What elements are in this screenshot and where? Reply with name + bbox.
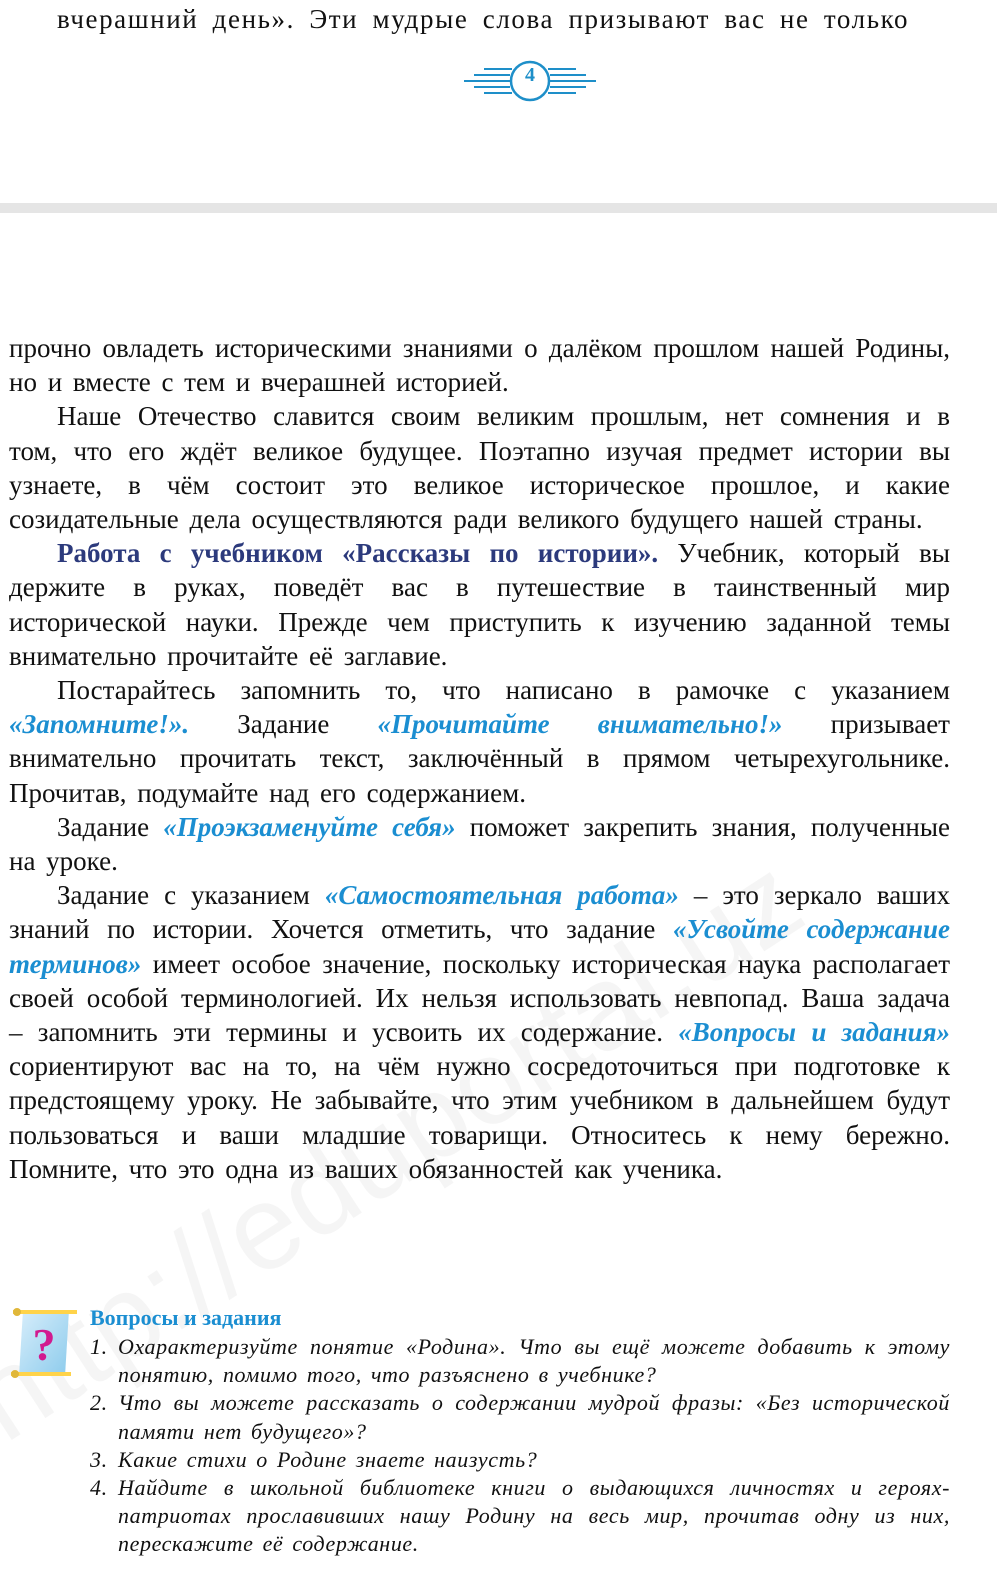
textbook-heading: Работа с учебником «Рассказы по истории». — [57, 538, 659, 569]
page-divider — [0, 203, 997, 213]
highlight-terms: «Усвойте содержание терминов» — [9, 914, 950, 979]
highlight-read-carefully: «Прочитайте внимательно!» — [377, 709, 783, 740]
paragraph-1: прочно овладеть историческими знаниями о далёком прошлом нашей Родины, но и вместе с тем и вчерашней историей. — [9, 333, 950, 398]
paragraph-4: Постарайтесь запомнить то, что написано в рамочке с указанием «Запомните!». Задание «Прочитайте внимательно!» призывает внимательно прочитать текст, заключённый в прямом четырехугольнике. Прочитав, подумайте над его содержанием. — [9, 675, 950, 808]
question-mark-icon — [11, 1304, 77, 1382]
highlight-self-exam: «Проэкзаменуйте себя» — [163, 811, 456, 842]
paragraph-3: Работа с учебником «Рассказы по истории». Учебник, который вы держите в руках, поведёт вас в путешествие в таинственный мир исторической науки. Прежде чем приступить к изучению заданной темы внимательно прочитайте её заглавие. — [9, 538, 951, 671]
page-number: 4 — [525, 64, 535, 86]
questions-title: Вопросы и задания — [90, 1305, 282, 1330]
paragraph-5: Задание «Проэкзаменуйте себя» поможет закрепить знания, полученные на уроке. — [9, 811, 951, 877]
highlight-independent-work: «Самостоятельная работа» — [324, 880, 679, 911]
svg-text:?: ? — [32, 1319, 56, 1370]
paragraph-6: Задание с указанием «Самостоятельная работа» – это зеркало ваших знаний по истории. Хочется отметить, что задание «Усвойте содержание терминов» имеет особое значение, поскольку историческая наука располагает своей особой терминологией. Их нельзя использовать невпопад. Ваша задача – запомнить эти термины и усвоить их содержание. «Вопросы и задания» сориентируют вас на то, на чём нужно сосредоточиться при подготовке к предстоящему уроку. Не забывайте, что этим учебником в дальнейшем будут пользоваться и ваши младшие товарищи. Относитесь к нему бережно. Помните, что это одна из ваших обязанностей как ученика. — [9, 880, 950, 1184]
paragraph-2: Наше Отечество славится своим великим прошлым, нет сомнения и в том, что его ждёт великое будущее. Поэтапно изучая предмет истории вы узнаете, в чём состоит это великое историческое прошлое, и какие созидательные дела осуществляются ради великого будущего нашей страны. — [9, 401, 950, 535]
main-text — [9, 331, 950, 1186]
question-item: 4. Найдите в школьной библиотеке книги о выдающихся личностях и героях-патриотах прославивших нашу Родину на весь мир, прочитав одну из них, перескажите её содержание. — [90, 1475, 950, 1557]
question-item: 3. Какие стихи о Родине знаете наизусть? — [90, 1446, 538, 1472]
highlight-remember: «Запомните!». — [9, 709, 190, 740]
question-item: 1. Охарактеризуйте понятие «Родина». Что вы ещё можете добавить к этому понятию, помимо того, что разъяснено в учебнике? — [90, 1334, 950, 1388]
previous-page-fragment: вчерашний день». Эти мудрые слова призывают вас не только — [57, 4, 910, 34]
question-item: 2. Что вы можете рассказать о содержании мудрой фразы: «Без исторической памяти нет будущего»? — [90, 1390, 950, 1444]
highlight-questions: «Вопросы и задания» — [678, 1017, 950, 1048]
questions-list — [90, 1333, 950, 1559]
